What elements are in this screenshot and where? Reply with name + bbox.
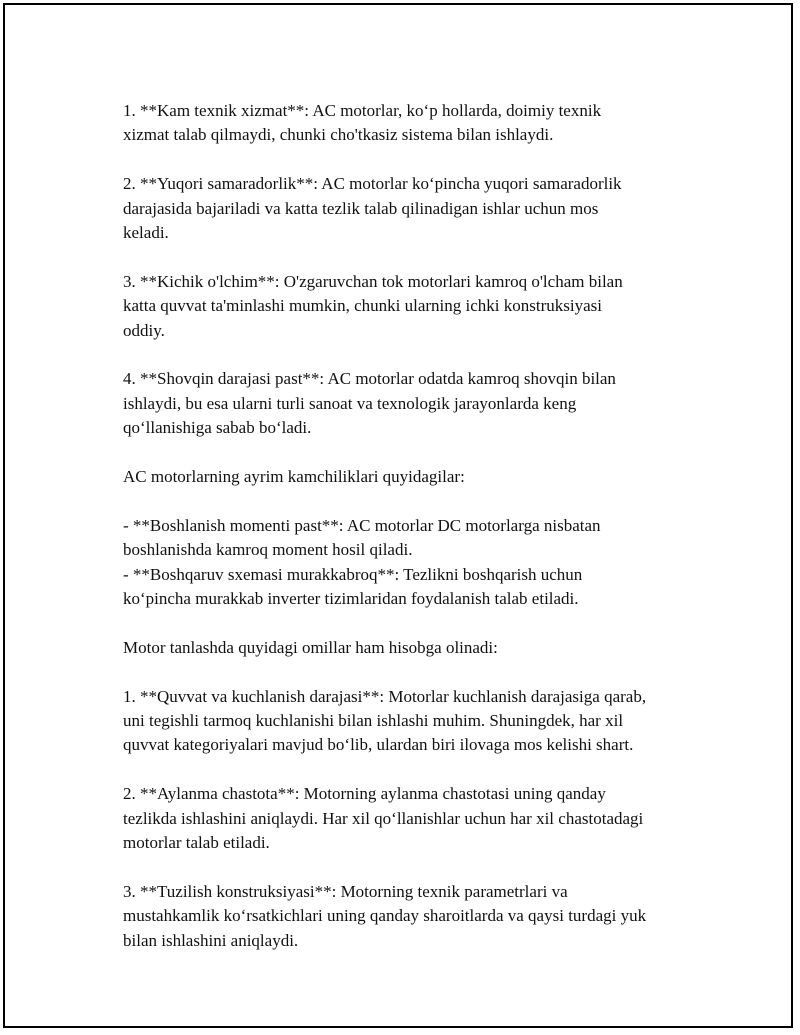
page-frame [3, 3, 793, 1028]
paragraph-tuzilish-konstruksiyasi: 3. **Tuzilish konstruksiyasi**: Motorning texnik parametrlari va mustahkamlik ko‘rsatkichlari uning qanday sharoitlarda va qaysi turdagi yuk bilan ishlashini aniqlaydi. [123, 881, 647, 950]
paragraph-kamchiliklar-list: - **Boshlanish momenti past**: AC motorlar DC motorlarga nisbatan boshlanishda kamroq moment hosil qiladi. - **Boshqaruv sxemasi murakkabroq**: Tezlikni boshqarish uchun ko‘pincha murakkab inverter tizimlaridan foydalanish talab etiladi. [123, 515, 601, 609]
paragraph-kichik-olchim: 3. **Kichik o'lchim**: O'zgaruvchan tok motorlari kamroq o'lcham bilan katta quvvat ta'minlashi mumkin, chunki ularning ichki konstruksiyasi oddiy. [123, 271, 623, 340]
paragraph-omillar-intro: Motor tanlashda quyidagi omillar ham hisobga olinadi: [123, 637, 498, 657]
paragraph-kamchiliklar-intro: AC motorlarning ayrim kamchiliklari quyidagilar: [123, 467, 465, 487]
document-body [123, 99, 713, 953]
paragraph-quvvat-kuchlanish: 1. **Quvvat va kuchlanish darajasi**: Motorlar kuchlanish darajasiga qarab, uni tegishli tarmoq kuchlanishi bilan ishlashi muhim. Shuningdek, har xil quvvat kategoriyalari mavjud bo‘lib, ulardan biri ilovaga mos kelishi shart. [123, 686, 647, 755]
paragraph-kam-texnik-xizmat: 1. **Kam texnik xizmat**: AC motorlar, ko‘p hollarda, doimiy texnik xizmat talab qilmaydi, chunki cho'tkasiz sistema bilan ishlaydi. [123, 101, 602, 145]
paragraph-yuqori-samaradorlik: 2. **Yuqori samaradorlik**: AC motorlar ko‘pincha yuqori samaradorlik darajasida bajariladi va katta tezlik talab qilinadigan ishlar uchun mos keladi. [123, 174, 622, 243]
paragraph-shovqin-darajasi: 4. **Shovqin darajasi past**: AC motorlar odatda kamroq shovqin bilan ishlaydi, bu esa ularni turli sanoat va texnologik jarayonlarda keng qo‘llanishiga sabab bo‘ladi. [123, 369, 616, 438]
paragraph-aylanma-chastota: 2. **Aylanma chastota**: Motorning aylanma chastotasi uning qanday tezlikda ishlashini aniqlaydi. Har xil qo‘llanishlar uchun har xil chastotadagi motorlar talab etiladi. [123, 784, 644, 853]
